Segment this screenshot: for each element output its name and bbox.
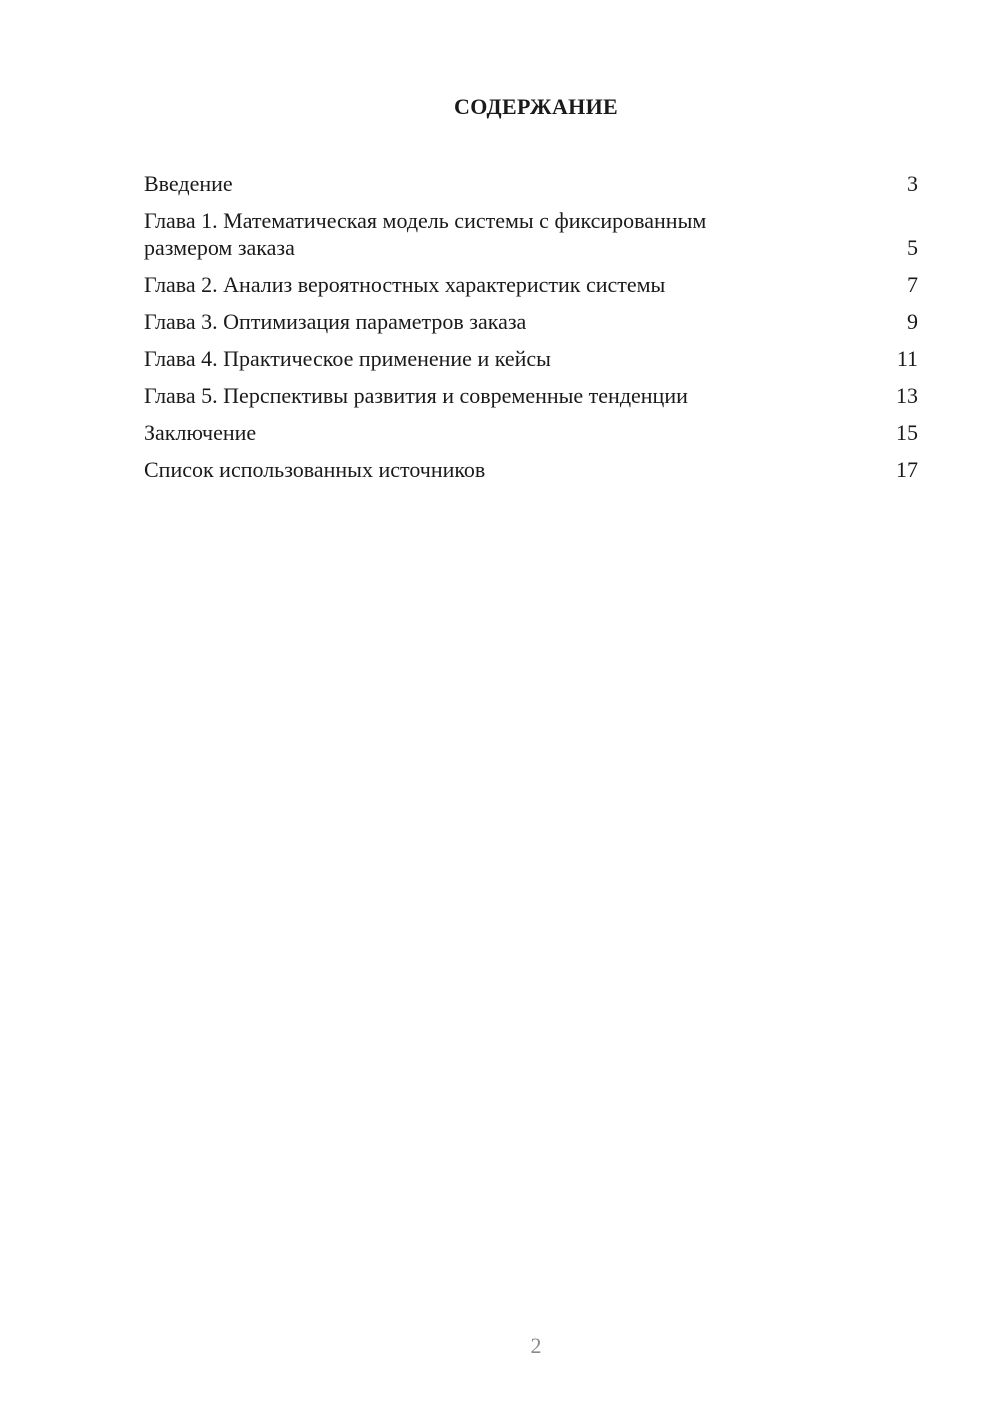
toc-entry-chapter-5: [144, 382, 918, 409]
toc-entry-title: Заключение: [144, 420, 257, 445]
toc-entry-conclusion: [144, 419, 918, 446]
page-title: СОДЕРЖАНИЕ: [454, 94, 618, 119]
toc-entry-page: 5: [907, 235, 918, 260]
toc-entry-references: [144, 456, 918, 483]
toc-entry-page: 11: [896, 346, 918, 371]
toc-entry-chapter-2: [144, 271, 918, 298]
toc-entry-page: 13: [896, 383, 918, 408]
toc-entry-page: 3: [907, 171, 918, 196]
toc-entry-title: Глава 5. Перспективы развития и современные тенденции: [144, 383, 688, 408]
toc-entry-introduction: [144, 170, 918, 197]
toc-entry-title: Глава 1. Математическая модель системы с фиксированным размером заказа: [144, 208, 707, 260]
toc-entry-page: 15: [896, 420, 918, 445]
toc-entry-title: Глава 4. Практическое применение и кейсы: [144, 346, 551, 371]
toc-entry-chapter-3: [144, 308, 918, 335]
toc-entry-title: Глава 3. Оптимизация параметров заказа: [144, 309, 527, 334]
toc-entry-chapter-1: [144, 207, 918, 261]
page-number: 2: [530, 1333, 542, 1358]
table-of-contents: [144, 170, 918, 493]
toc-entry-title: Список использованных источников: [144, 457, 486, 482]
toc-entry-title: Введение: [144, 171, 233, 196]
toc-entry-title: Глава 2. Анализ вероятностных характеристик системы: [144, 272, 666, 297]
toc-entry-page: 17: [896, 457, 918, 482]
toc-entry-page: 9: [907, 309, 918, 334]
toc-entry-page: 7: [907, 272, 918, 297]
toc-entry-chapter-4: [144, 345, 918, 372]
